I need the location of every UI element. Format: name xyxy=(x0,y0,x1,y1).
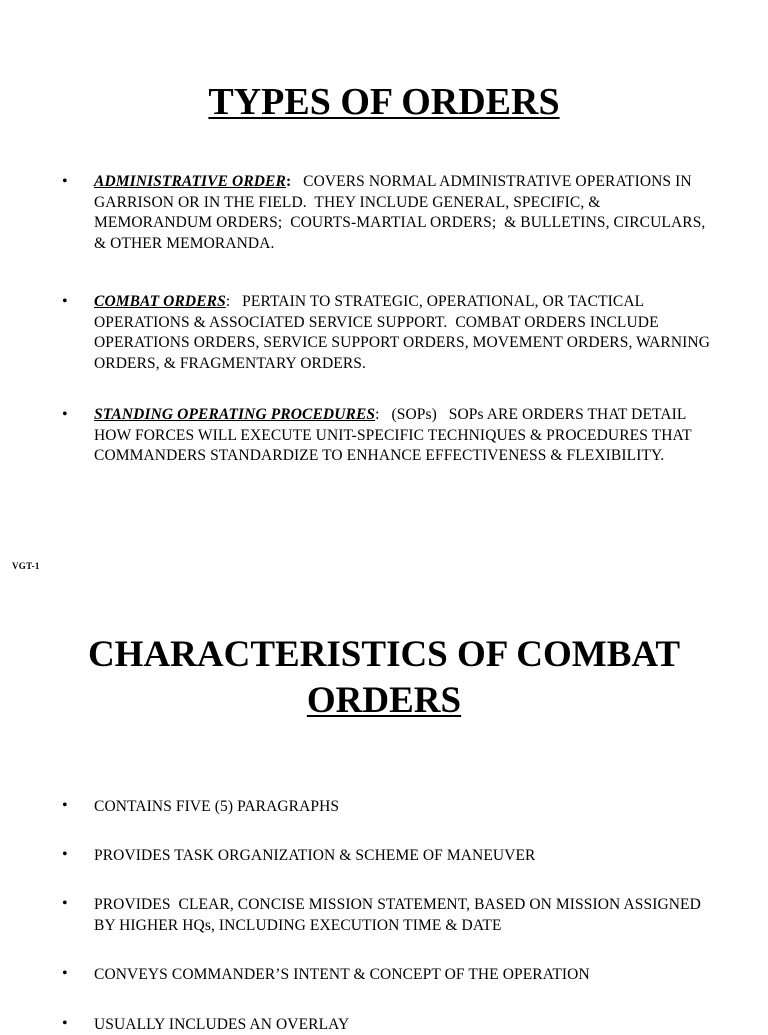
slide-characteristics-of-combat-orders xyxy=(0,590,768,1033)
bullet-icon: • xyxy=(62,965,68,982)
slide-title-line-1: CHARACTERISTICS OF COMBAT xyxy=(87,634,681,675)
list-item-text xyxy=(94,292,714,374)
bullet-icon: • xyxy=(62,895,68,912)
term-description: (SOPs) SOPs ARE ORDERS THAT DETAIL HOW FORCES WILL EXECUTE UNIT-SPECIFIC TECHNIQUES & PROCEDURES THAT COMMANDERS STANDARDIZE TO ENHANCE EFFECTIVENESS & FLEXIBILITY. xyxy=(94,406,696,464)
list-item-text: PROVIDES TASK ORGANIZATION & SCHEME OF MANEUVER xyxy=(94,847,536,864)
list-item-text xyxy=(94,405,714,467)
term-description: COVERS NORMAL ADMINISTRATIVE OPERATIONS IN GARRISON OR IN THE FIELD. THEY INCLUDE GENERAL, SPECIFIC, & MEMORANDUM ORDERS; COURTS-MARTIAL ORDERS; & BULLETINS, CIRCULARS, & OTHER MEMORANDA. xyxy=(94,173,710,252)
bullet-icon: • xyxy=(62,406,68,423)
slide-title-line-2: ORDERS xyxy=(306,680,462,721)
list-item-text: CONVEYS COMMANDER’S INTENT & CONCEPT OF THE OPERATION xyxy=(94,966,590,983)
list-item-text: PROVIDES CLEAR, CONCISE MISSION STATEMENT, BASED ON MISSION ASSIGNED BY HIGHER HQs, INCLUDING EXECUTION TIME & DATE xyxy=(94,896,705,934)
term-colon: : xyxy=(225,293,231,310)
bullet-icon: • xyxy=(62,797,68,814)
slide-title xyxy=(0,632,768,724)
bullet-icon: • xyxy=(62,173,68,190)
term-label: COMBAT ORDERS xyxy=(94,293,226,310)
bullet-icon: • xyxy=(62,846,68,863)
list-item-text xyxy=(94,172,714,254)
list-item-text: CONTAINS FIVE (5) PARAGRAPHS xyxy=(94,798,340,815)
term-label: ADMINISTRATIVE ORDER xyxy=(94,173,286,190)
term-label: STANDING OPERATING PROCEDURES xyxy=(94,406,376,423)
bullet-icon: • xyxy=(62,1015,68,1032)
slide-title-text: TYPES OF ORDERS xyxy=(208,81,560,123)
slide-title xyxy=(0,80,768,124)
slide-footer-code: VGT-1 xyxy=(12,561,40,571)
bullet-icon: • xyxy=(62,293,68,310)
term-colon: : xyxy=(285,173,292,190)
list-item-text: USUALLY INCLUDES AN OVERLAY xyxy=(94,1016,350,1033)
term-description: PERTAIN TO STRATEGIC, OPERATIONAL, OR TACTICAL OPERATIONS & ASSOCIATED SERVICE SUPPORT. COMBAT ORDERS INCLUDE OPERATIONS ORDERS, SERVICE SUPPORT ORDERS, MOVEMENT ORDERS, WARNING ORDERS, & FRAGMENTARY ORDERS. xyxy=(94,293,714,372)
term-colon: : xyxy=(375,406,380,423)
